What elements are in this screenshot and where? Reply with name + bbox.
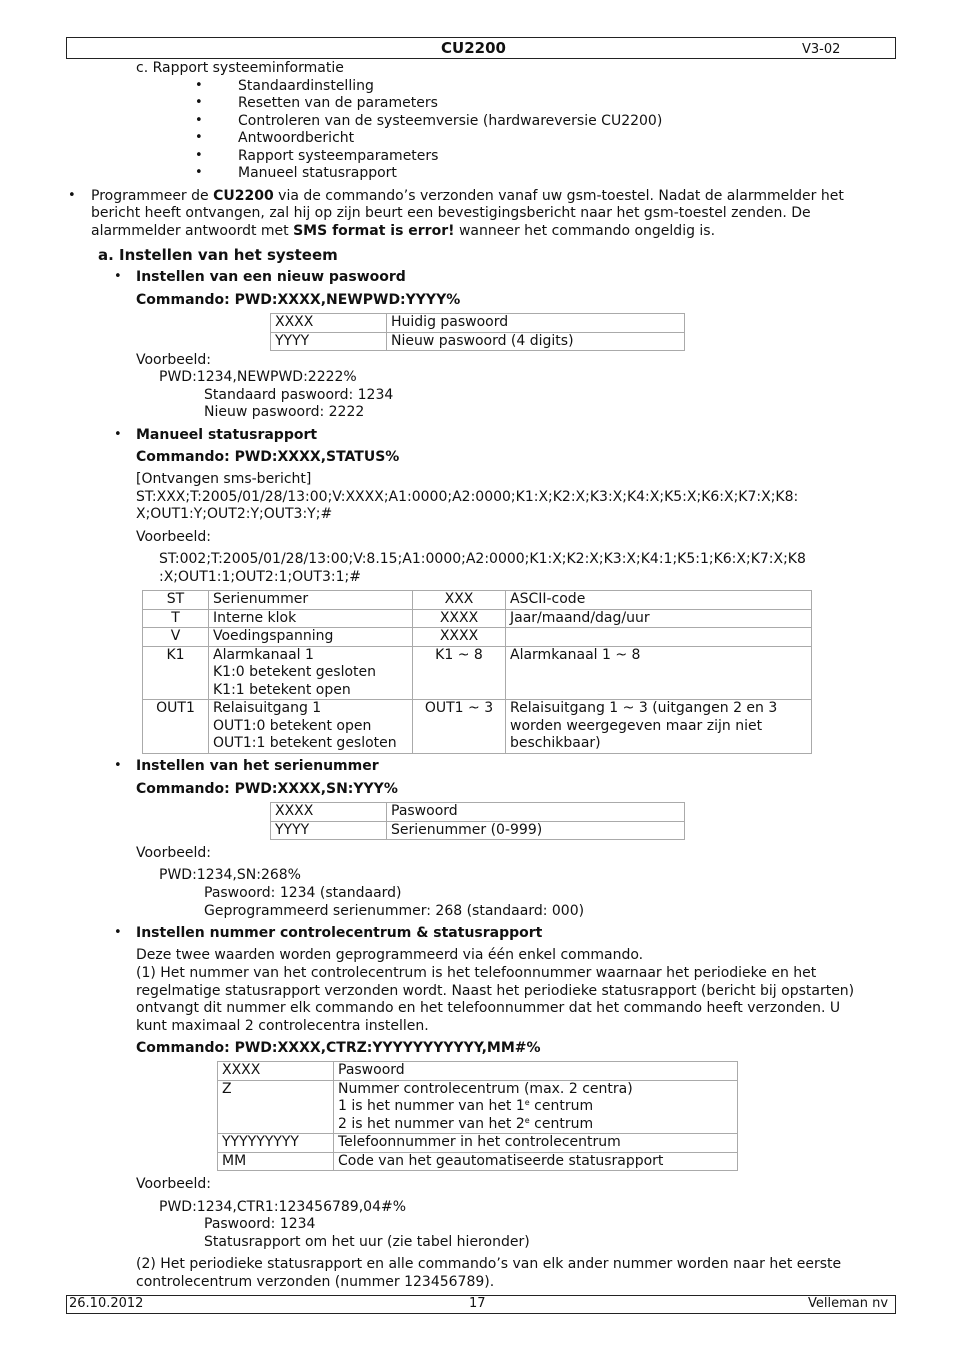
bullet-icon: • — [68, 188, 76, 203]
pwd-title: Instellen van een nieuw paswoord — [136, 269, 406, 285]
ctrz-note: Statusrapport om het uur (zie tabel hieronder) — [204, 1234, 530, 1250]
bullet-icon: • — [114, 269, 122, 284]
footer-page: 17 — [469, 1296, 486, 1311]
table-row: XXXX Paswoord — [271, 803, 685, 822]
serial-note: Geprogrammeerd serienummer: 268 (standaard: 000) — [204, 903, 585, 919]
list-item: Controleren van de systeemversie (hardwareversie CU2200) — [238, 113, 663, 129]
bullet-icon: • — [114, 427, 122, 442]
list-item: Antwoordbericht — [238, 130, 355, 146]
status-example-label: Voorbeeld: — [136, 529, 211, 545]
pwd-table — [270, 313, 685, 351]
pwd-example-label: Voorbeeld: — [136, 352, 211, 368]
table-row: Z Nummer controlecentrum (max. 2 centra) 1 is het nummer van het 1e centrum 2 is het nummer van het 2e centrum — [218, 1080, 738, 1134]
serial-command: Commando: PWD:XXXX,SN:YYY% — [136, 781, 398, 797]
table-row: XXXX Huidig paswoord — [271, 314, 685, 333]
serial-table — [270, 802, 685, 840]
ctrz-title: Instellen nummer controlecentrum & statusrapport — [136, 925, 543, 941]
ctrz-example: PWD:1234,CTR1:123456789,04#% — [159, 1199, 407, 1215]
table-row: ST Serienummer XXX ASCII-code — [143, 591, 812, 610]
pwd-command: Commando: PWD:XXXX,NEWPWD:YYYY% — [136, 292, 461, 308]
bullet-icon: • — [114, 925, 122, 940]
table-row: K1 Alarmkanaal 1 K1:0 betekent gesloten K1:1 betekent open K1 ~ 8 Alarmkanaal 1 ~ 8 — [143, 646, 812, 700]
list-item: Rapport systeemparameters — [238, 148, 439, 164]
list-item: Resetten van de parameters — [238, 95, 438, 111]
ctrz-final-1: (2) Het periodieke statusrapport en alle commando’s van elk ander nummer worden naar het eerste — [136, 1256, 842, 1272]
bullet-icon: • — [195, 78, 203, 93]
ctrz-example-label: Voorbeeld: — [136, 1176, 211, 1192]
status-example-1: ST:002;T:2005/01/28/13:00;V:8.15;A1:0000;A2:0000;K1:X;K2:X;K3:X;K4:1;K5:1;K6:X;K7:X;K8 — [159, 551, 806, 567]
serial-example-label: Voorbeeld: — [136, 845, 211, 861]
status-example-2: :X;OUT1:1;OUT2:1;OUT3:1;# — [159, 569, 361, 585]
table-row: OUT1 Relaisuitgang 1 OUT1:0 betekent open OUT1:1 betekent gesloten OUT1 ~ 3 Relaisuitgang 1 ~ 3 (uitgangen 2 en 3 worden weergegeven maar zijn niet beschikbaar) — [143, 700, 812, 754]
pwd-example: PWD:1234,NEWPWD:2222% — [159, 369, 357, 385]
ctrz-note: Paswoord: 1234 — [204, 1216, 316, 1232]
bullet-icon: • — [195, 165, 203, 180]
table-row: MM Code van het geautomatiseerde statusrapport — [218, 1152, 738, 1171]
ctrz-final-2: controlecentrum verzonden (nummer 123456789). — [136, 1274, 495, 1290]
ctrz-table — [217, 1061, 738, 1171]
section-a-heading: a. Instellen van het systeem — [98, 246, 338, 264]
bullet-icon: • — [195, 113, 203, 128]
status-format-1: ST:XXX;T:2005/01/28/13:00;V:XXXX;A1:0000;A2:0000;K1:X;K2:X;K3:X;K4:X;K5:X;K6:X;K7:X;K8: — [136, 489, 799, 505]
bullet-icon: • — [195, 95, 203, 110]
footer-date: 26.10.2012 — [69, 1296, 144, 1311]
list-item: Standaardinstelling — [238, 78, 374, 94]
ctrz-command: Commando: PWD:XXXX,CTRZ:YYYYYYYYYYY,MM#% — [136, 1040, 541, 1056]
intro-line-1: Programmeer de CU2200 via de commando’s verzonden vanaf uw gsm-toestel. Nadat de alarmmelder het — [91, 188, 844, 204]
serial-example: PWD:1234,SN:268% — [159, 867, 301, 883]
status-table — [142, 590, 812, 754]
header-title: CU2200 — [441, 39, 506, 57]
table-row: T Interne klok XXXX Jaar/maand/dag/uur — [143, 609, 812, 628]
pwd-note: Standaard paswoord: 1234 — [204, 387, 394, 403]
intro-line-3: alarmmelder antwoordt met SMS format is error! wanneer het commando ongeldig is. — [91, 223, 716, 239]
header-version: V3-02 — [802, 42, 841, 57]
table-row: XXXX Paswoord — [218, 1062, 738, 1081]
status-received: [Ontvangen sms-bericht] — [136, 471, 312, 487]
list-item: Manueel statusrapport — [238, 165, 397, 181]
ctrz-para: ontvangt dit nummer elk commando en het telefoonnummer dat het commando heeft verzonden. U — [136, 1000, 841, 1016]
table-row: YYYY Nieuw paswoord (4 digits) — [271, 332, 685, 351]
status-command: Commando: PWD:XXXX,STATUS% — [136, 449, 400, 465]
section-c-heading: c. Rapport systeeminformatie — [136, 60, 344, 76]
intro-line-2: bericht heeft ontvangen, zal hij op zijn beurt een bevestigingsbericht naar het gsm-toestel zenden. De — [91, 205, 811, 221]
ctrz-para: kunt maximaal 2 controlecentra instellen. — [136, 1018, 429, 1034]
table-row: YYYYYYYYY Telefoonnummer in het controlecentrum — [218, 1134, 738, 1153]
status-title: Manueel statusrapport — [136, 427, 318, 443]
serial-note: Paswoord: 1234 (standaard) — [204, 885, 402, 901]
bullet-icon: • — [195, 130, 203, 145]
status-format-2: X;OUT1:Y;OUT2:Y;OUT3:Y;# — [136, 506, 333, 522]
table-row: V Voedingspanning XXXX — [143, 628, 812, 647]
ctrz-para: regelmatige statusrapport verzonden wordt. Naast het periodieke statusrapport (bericht bij opstarten) — [136, 983, 855, 999]
footer-company: Velleman nv — [808, 1296, 889, 1311]
table-row: YYYY Serienummer (0-999) — [271, 821, 685, 840]
pwd-note: Nieuw paswoord: 2222 — [204, 404, 365, 420]
bullet-icon: • — [195, 148, 203, 163]
ctrz-para: (1) Het nummer van het controlecentrum is het telefoonnummer waarnaar het periodieke en het — [136, 965, 817, 981]
serial-title: Instellen van het serienummer — [136, 758, 379, 774]
bullet-icon: • — [114, 758, 122, 773]
ctrz-para: Deze twee waarden worden geprogrammeerd via één enkel commando. — [136, 947, 644, 963]
